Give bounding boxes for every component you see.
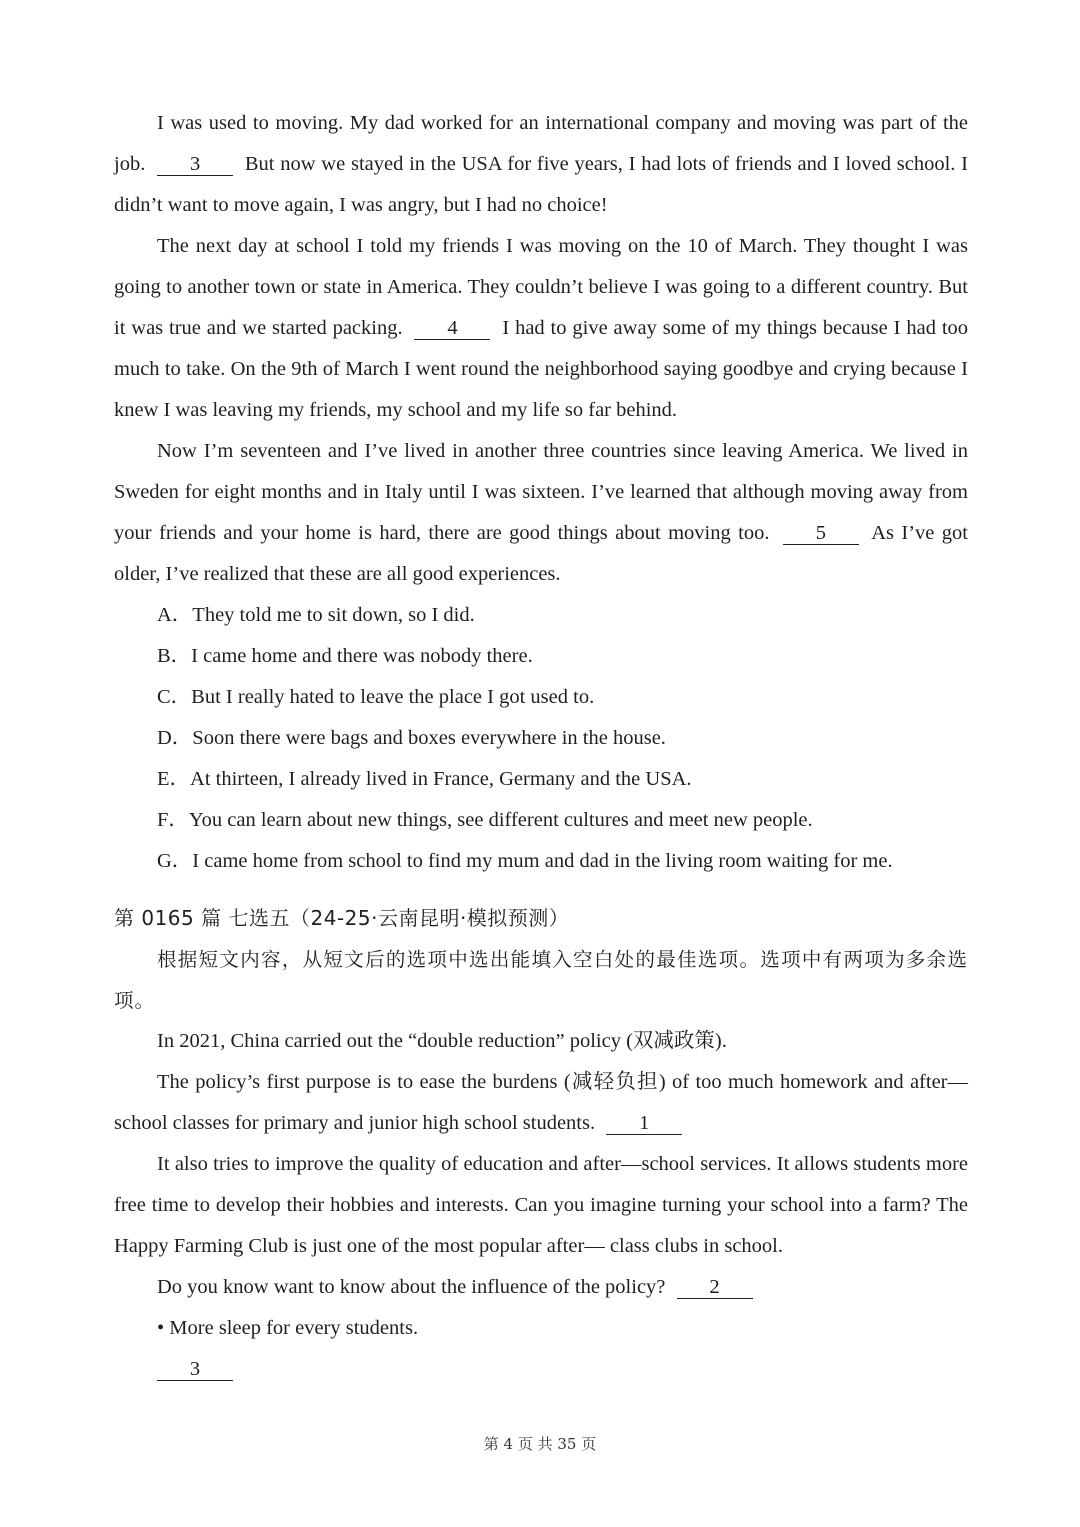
answer-blank[interactable]: 5	[783, 522, 859, 545]
passage-paragraph	[114, 1267, 968, 1308]
bullet-item: • More sleep for every students.	[157, 1317, 419, 1339]
page-footer: 第 4 页 共 35 页	[483, 1435, 597, 1453]
option-d: D．Soon there were bags and boxes everywhere in the house.	[157, 727, 666, 749]
answer-blank[interactable]: 3	[157, 153, 233, 176]
paragraph-text: The policy’s first purpose is to ease the burdens (减轻负担) of too much homework and after—school classes for primary and junior high school students.	[114, 1071, 968, 1134]
paragraph-text: I was used to moving. My dad worked for an international company and moving was part of the job.	[114, 112, 968, 175]
answer-blank[interactable]: 4	[414, 317, 490, 340]
passage-paragraph	[114, 1062, 968, 1144]
answer-blank[interactable]: 3	[157, 1358, 233, 1381]
document-page	[114, 103, 968, 1390]
passage-paragraph	[114, 103, 968, 226]
paragraph-text: I had to give away some of my things because I had too much to take. On the 9th of March I went round the neighborhood saying goodbye and crying because I knew I was leaving my friends, my school and my life so far behind.	[114, 317, 969, 421]
option-c: C．But I really hated to leave the place I got used to.	[157, 686, 595, 708]
option-e: E．At thirteen, I already lived in France, Germany and the USA.	[157, 768, 692, 790]
paragraph-text: The next day at school I told my friends I was moving on the 10 of March. They thought I was going to another town or state in America. They couldn’t believe I was going to a different country. But it was true and we started packing.	[114, 235, 968, 339]
passage-paragraph: In 2021, China carried out the “double reduction” policy (双减政策).	[157, 1030, 727, 1052]
passage-paragraph	[114, 226, 968, 431]
option-a: A．They told me to sit down, so I did.	[157, 604, 475, 626]
answer-blank[interactable]: 2	[677, 1276, 753, 1299]
option-g: G．I came home from school to find my mum and dad in the living room waiting for me.	[157, 850, 893, 872]
paragraph-text: But now we stayed in the USA for five years, I had lots of friends and I loved school. I didn’t want to move again, I was angry, but I had no choice!	[114, 153, 969, 216]
paragraph-text: Do you know want to know about the influence of the policy?	[157, 1276, 666, 1298]
passage-paragraph	[114, 431, 968, 595]
blank-line	[114, 1349, 968, 1390]
paragraph-text: As I’ve got older, I’ve realized that these are all good experiences.	[114, 522, 968, 585]
answer-blank[interactable]: 1	[606, 1112, 682, 1135]
option-f: F．You can learn about new things, see different cultures and meet new people.	[157, 809, 813, 831]
option-b: B．I came home and there was nobody there.	[157, 645, 533, 667]
instruction-text: 根据短文内容，从短文后的选项中选出能填入空白处的最佳选项。选项中有两项为多余选项。	[114, 948, 968, 1012]
passage-paragraph: It also tries to improve the quality of education and after—school services. It allows students more free time to develop their hobbies and interests. Can you imagine turning your school into a farm? The Happy Farming Club is just one of the most popular after— class clubs in school.	[114, 1153, 968, 1257]
section-heading: 第 0165 篇 七选五（24-25·云南昆明·模拟预测）	[114, 906, 570, 930]
paragraph-text: Now I’m seventeen and I’ve lived in another three countries since leaving America. We lived in Sweden for eight months and in Italy until I was sixteen. I’ve learned that although moving away from your friends and your home is hard, there are good things about moving too.	[114, 440, 968, 544]
